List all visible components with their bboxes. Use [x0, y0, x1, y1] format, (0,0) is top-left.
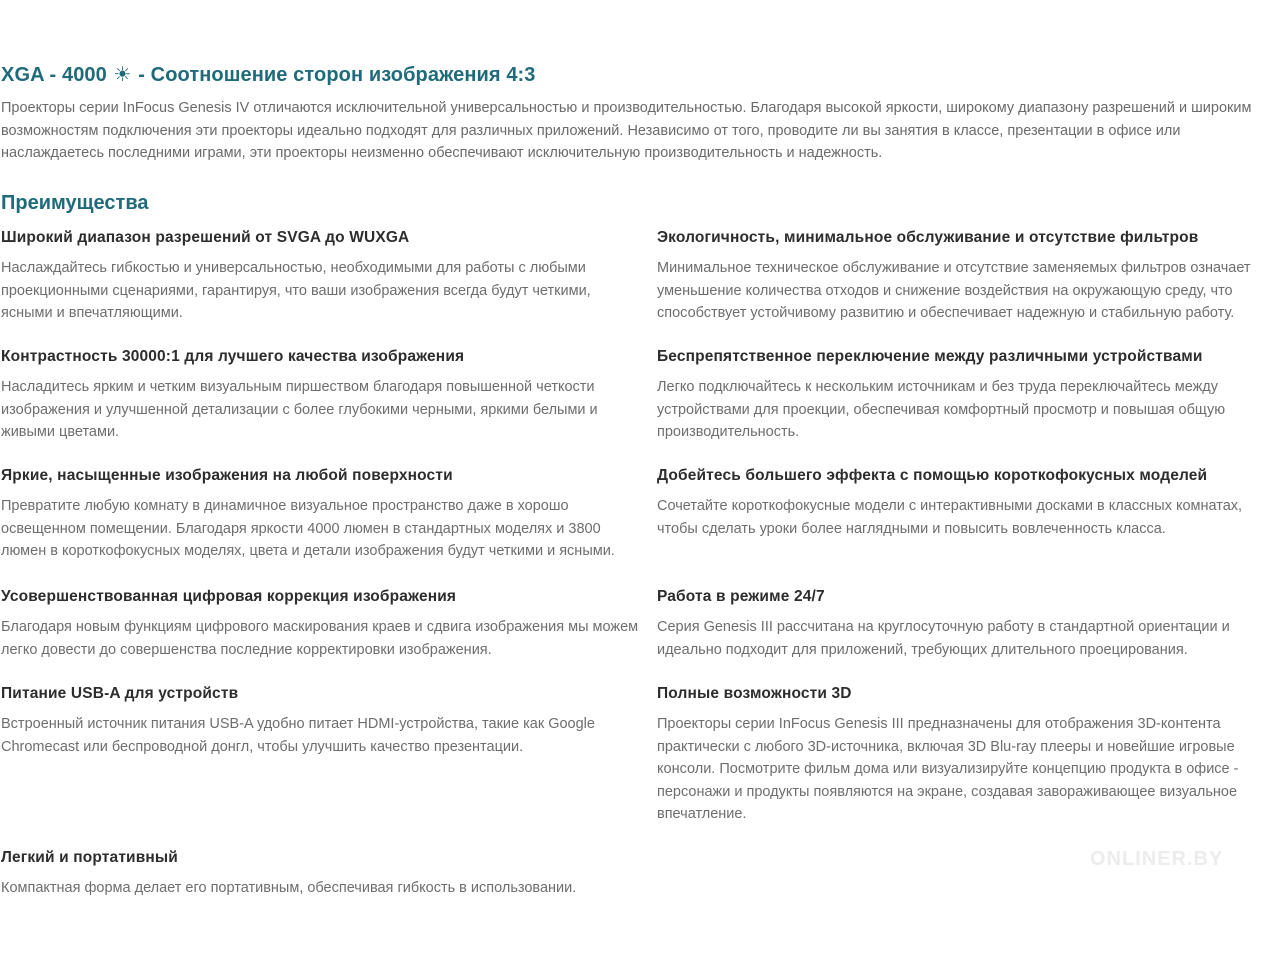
feature-usb-power [1, 684, 641, 758]
advantages-heading: Преимущества [1, 192, 149, 214]
watermark-logo: ONLINER.BY [1090, 848, 1224, 870]
feature-title: Яркие, насыщенные изображения на любой поверхности [1, 467, 453, 484]
feature-title: Полные возможности 3D [657, 685, 852, 702]
feature-short-throw [657, 466, 1275, 540]
feature-source-switching [657, 347, 1275, 444]
feature-contrast [1, 347, 641, 444]
feature-description: Проекторы серии InFocus Genesis III предназначены для отображения 3D-контента практически с любого 3D-источника, включая 3D Blu-ray плееры и новейшие игровые консоли. Посмотрите фильм дома или визуализируйте концепцию продукта в офисе - персонажи и продукты появляются на экране, создавая завораживающее визуальное впечатление. [657, 716, 1239, 822]
title-aspect-ratio: - Соотношение сторон изображения 4:3 [138, 64, 536, 86]
feature-description: Легко подключайтесь к нескольким источникам и без труда переключайтесь между устройствами для проекции, обеспечивая комфортный просмотр и повышая общую производительность. [657, 379, 1226, 440]
feature-3d [657, 684, 1275, 826]
brightness-icon: ☀ [113, 64, 132, 86]
feature-description: Сочетайте короткофокусные модели с интерактивными досками в классных комнатах, чтобы сделать уроки более наглядными и повысить вовлеченность класса. [657, 498, 1243, 537]
page-title [1, 62, 536, 87]
feature-description: Превратите любую комнату в динамичное визуальное пространство даже в хорошо освещенном помещении. Благодаря яркости 4000 люмен в стандартных моделях и 3800 люмен в короткофокусных моделях, цвета и детали изображения будут четкими и ясными. [1, 498, 615, 559]
feature-title: Контрастность 30000:1 для лучшего качества изображения [1, 348, 465, 365]
feature-title: Добейтесь большего эффекта с помощью короткофокусных моделей [657, 467, 1208, 484]
feature-eco-filterless [657, 228, 1275, 325]
feature-description: Серия Genesis III рассчитана на круглосуточную работу в стандартной ориентации и идеально подходит для приложений, требующих длительного проецирования. [657, 619, 1230, 658]
intro-paragraph: Проекторы серии InFocus Genesis IV отличаются исключительной универсальностью и производительностью. Благодаря высокой яркости, широкому диапазону разрешений и широким возможностям подключения эти проекторы идеально подходят для различных приложений. Независимо от того, проводите ли вы занятия в классе, презентации в офисе или наслаждаетесь последними играми, эти проекторы неизменно обеспечивают исключительную производительность и надежность. [1, 100, 1252, 161]
feature-description: Компактная форма делает его портативным, обеспечивая гибкость в использовании. [1, 880, 577, 896]
feature-title: Питание USB-A для устройств [1, 685, 239, 702]
feature-24-7-operation [657, 587, 1275, 661]
feature-description: Наслаждайтесь гибкостью и универсальностью, необходимыми для работы с любыми проекционными сценариями, гарантируя, что ваши изображения всегда будут четкими, ясными и впечатляющими. [1, 260, 591, 321]
feature-title: Широкий диапазон разрешений от SVGA до WUXGA [1, 229, 410, 246]
feature-title: Усовершенствованная цифровая коррекция изображения [1, 588, 457, 605]
feature-description: Встроенный источник питания USB-A удобно питает HDMI-устройства, такие как Google Chromecast или беспроводной донгл, чтобы улучшить качество презентации. [1, 716, 595, 755]
feature-title: Беспрепятственное переключение между различными устройствами [657, 348, 1203, 365]
feature-title: Работа в режиме 24/7 [657, 588, 825, 605]
feature-description: Насладитесь ярким и четким визуальным пиршеством благодаря повышенной четкости изображения и улучшенной детализации с более глубокими черными, яркими белыми и живыми цветами. [1, 379, 598, 440]
feature-resolution-range [1, 228, 641, 325]
feature-brightness [1, 466, 641, 563]
feature-title: Легкий и портативный [1, 849, 178, 866]
feature-digital-correction [1, 587, 641, 661]
feature-description: Минимальное техническое обслуживание и отсутствие заменяемых фильтров означает уменьшение количества отходов и снижение воздействия на окружающую среду, что способствует устойчивому развитию и обеспечивает надежную и стабильную работу. [657, 260, 1251, 321]
feature-portable [1, 848, 641, 900]
title-model: XGA - 4000 [1, 64, 107, 86]
feature-title: Экологичность, минимальное обслуживание и отсутствие фильтров [657, 229, 1199, 246]
feature-description: Благодаря новым функциям цифрового маскирования краев и сдвига изображения мы можем легко довести до совершенства последние корректировки изображения. [1, 619, 639, 658]
